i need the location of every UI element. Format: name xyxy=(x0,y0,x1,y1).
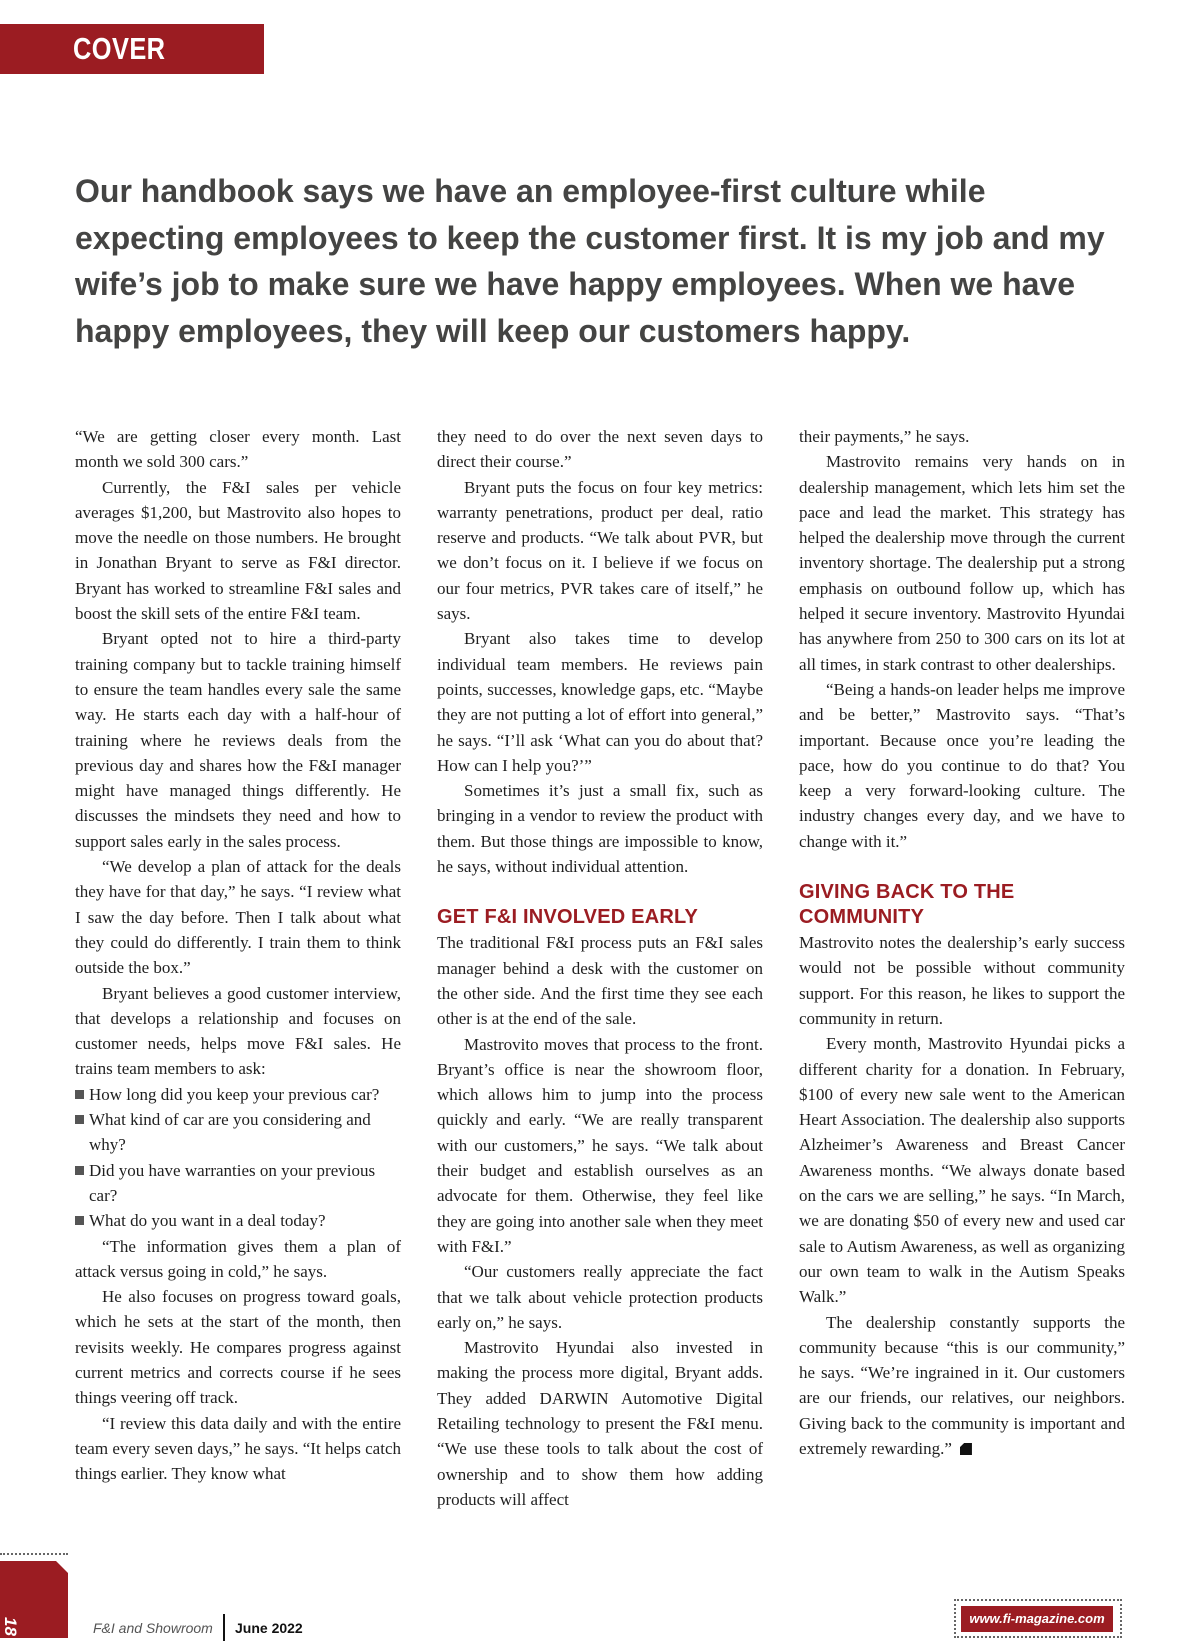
publication-name: F&I and Showroom xyxy=(93,1620,213,1636)
paragraph: “Being a hands-on leader helps me improve and be better,” Mastrovito says. “That’s important. Because once you’re leading the pace, how do you continue to do that? You keep a very forward-looking culture. The industry changes every day, and we have to change with it.” xyxy=(799,679,1125,851)
paragraph: they need to do over the next seven days to direct their course.” xyxy=(437,427,763,472)
paragraph: Every month, Mastrovito Hyundai picks a different charity for a donation. In February, $100 of every new sale went to the American Heart Association. The dealership also supports Alzheimer’s Awareness and Breast Cancer Awareness months. “We always donate based on the cars we are selling,” he says. “In March, we are donating $50 of every new and used car sale to Autism Awareness, as well as organizing our own team to walk in the Autism Speaks Walk.” xyxy=(799,1034,1125,1307)
paragraph: “Our customers really appreciate the fact that we talk about vehicle protection products early on,” he says. xyxy=(437,1262,763,1332)
paragraph: their payments,” he says. xyxy=(799,427,970,446)
article-column-1 xyxy=(75,424,401,1486)
paragraph: Bryant opted not to hire a third-party training company but to tackle training himself to ensure the team handles every sale the same way. He starts each day with a half-hour of training where he reviews deals from the previous day and shares how the F&I manager might have managed things differently. He discusses the mindsets they need and how to support sales early in the sales process. xyxy=(75,629,401,851)
paragraph: Sometimes it’s just a small fix, such as bringing in a vendor to review the product with them. But those things are impossible to know, he says, without individual attention. xyxy=(437,781,763,877)
paragraph: Mastrovito remains very hands on in dealership management, which lets him set the pace and lead the market. This strategy has helped the dealership move through the current inventory shortage. The dealership put a strong emphasis on outbound follow up, which has helped it secure inventory. Mastrovito Hyundai has anywhere from 250 to 300 cars on its lot at all times, in stark contrast to other dealerships. xyxy=(799,452,1125,674)
paragraph: “We develop a plan of attack for the deals they have for that day,” he says. “I review what I saw the day before. Then I talk about what they could do differently. I train them to think outside the box.” xyxy=(75,857,401,978)
paragraph: The traditional F&I process puts an F&I sales manager behind a desk with the customer on the other side. And the first time they see each other is at the end of the sale. xyxy=(437,933,763,1029)
paragraph: “I review this data daily and with the entire team every seven days,” he says. “It helps catch things earlier. They know what xyxy=(75,1413,401,1484)
website-link[interactable]: www.fi-magazine.com xyxy=(961,1606,1113,1632)
issue-date: June 2022 xyxy=(235,1620,303,1636)
question-list xyxy=(75,1082,401,1234)
paragraph: Currently, the F&I sales per vehicle averages $1,200, but Mastrovito also hopes to move the needle on those numbers. He brought in Jonathan Bryant to serve as F&I director. Bryant has worked to streamline F&I sales and boost the skill sets of the entire F&I team. xyxy=(75,477,401,624)
end-of-story-icon xyxy=(960,1443,972,1455)
footer-separator xyxy=(223,1614,225,1641)
paragraph xyxy=(799,1310,1125,1462)
subheading-get-fi-involved-early: GET F&I INVOLVED EARLY xyxy=(437,906,699,929)
paragraph: Bryant also takes time to develop individual team members. He reviews pain points, successes, knowledge gaps, etc. “Maybe they are not putting a lot of effort into general,” he says. “I’ll ask ‘What can you do about that? How can I help you?’” xyxy=(437,629,763,775)
article-column-3 xyxy=(799,424,1125,1461)
pull-quote: Our handbook says we have an employee-first culture while expecting employees to keep the customer first. It is my job and my wife’s job to make sure we have happy employees. When we have happy employees, they will keep our customers happy. xyxy=(75,173,1105,349)
paragraph-text: The dealership constantly supports the community because “this is our community,” he says. “We’re ingrained in it. Our customers are our friends, our relatives, our neighbors. Giving back to the community is important and extremely rewarding.” xyxy=(799,1312,1125,1458)
section-label: COVER STORY xyxy=(0,24,264,74)
list-item: Did you have warranties on your previous car? xyxy=(75,1158,401,1209)
paragraph: “The information gives them a plan of attack versus going in cold,” he says. xyxy=(75,1236,401,1281)
paragraph: Mastrovito notes the dealership’s early success would not be possible without community support. For this reason, he likes to support the community in return. xyxy=(799,933,1125,1028)
paragraph: He also focuses on progress toward goals, which he sets at the start of the month, then revisits weekly. He compares progress against current metrics and corrects course if he sees things veering off track. xyxy=(75,1287,401,1408)
footer-divider xyxy=(0,1553,68,1555)
list-item: How long did you keep your previous car? xyxy=(75,1082,401,1107)
paragraph: Mastrovito moves that process to the front. Bryant’s office is near the showroom floor, which allows him to jump into the process quickly and early. “We are really transparent with our customers,” he says. “We talk about their budget and establish ourselves as an advocate for them. Otherwise, they feel like they are going into another sale when they meet with F&I.” xyxy=(437,1034,763,1256)
paragraph: Bryant puts the focus on four key metrics: warranty penetrations, product per deal, ratio reserve and products. “We talk about PVR, but we don’t focus on it. I believe if we focus on our four metrics, PVR takes care of itself,” he says. xyxy=(437,477,763,624)
list-item: What do you want in a deal today? xyxy=(75,1208,401,1233)
article-column-2 xyxy=(437,424,763,1512)
paragraph: Mastrovito Hyundai also invested in making the process more digital, Bryant adds. They added DARWIN Automotive Digital Retailing technology to present the F&I menu. “We use these tools to talk about the cost of ownership and to show them how adding products will affect xyxy=(437,1338,763,1509)
paragraph: Bryant believes a good customer interview, that develops a relationship and focuses on customer needs, helps move F&I sales. He trains team members to ask: xyxy=(75,983,401,1079)
list-item: What kind of car are you considering and why? xyxy=(75,1107,401,1158)
paragraph: “We are getting closer every month. Last month we sold 300 cars.” xyxy=(75,427,401,472)
page-number: 18 xyxy=(1,1617,20,1636)
subheading-giving-back: GIVING BACK TO THE COMMUNITY xyxy=(799,881,1015,929)
